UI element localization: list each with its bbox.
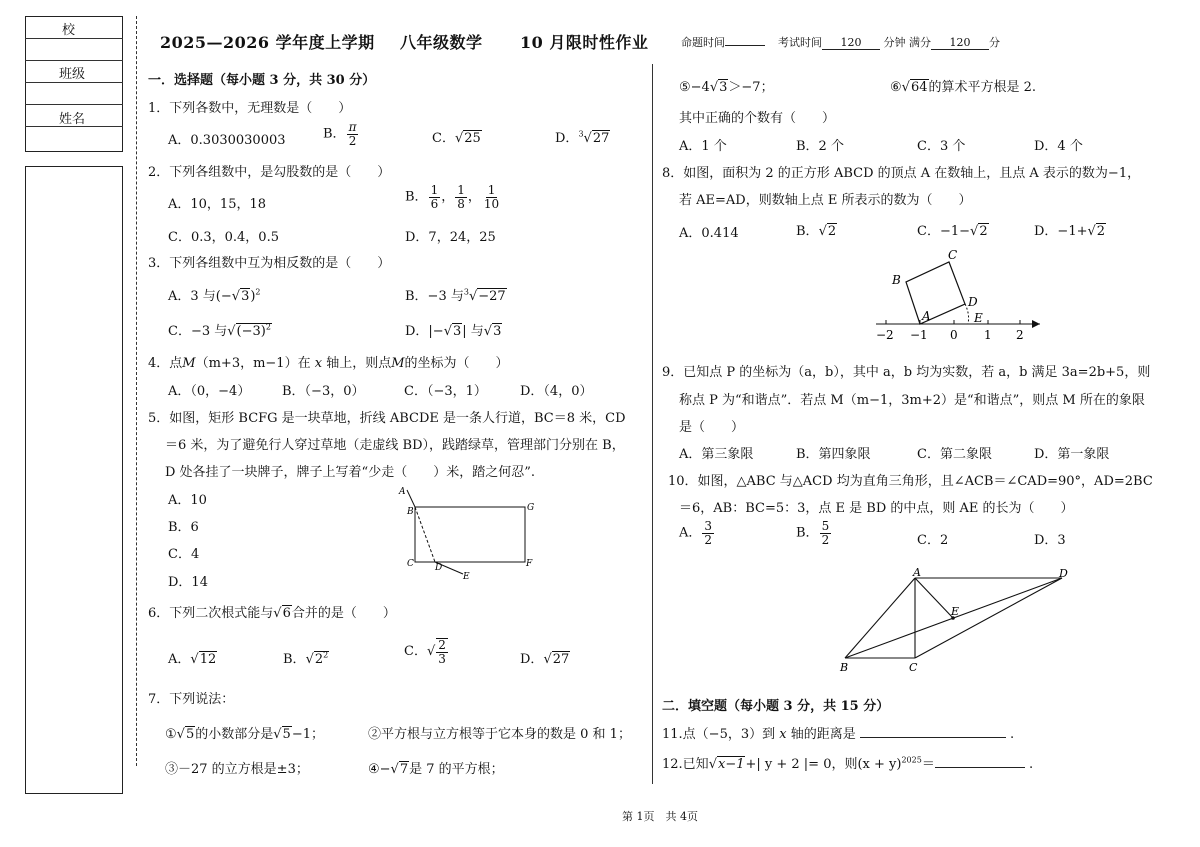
q3-option-c: C．−3 与$√(-3)^2$ (168, 322, 271, 339)
q4-option-b: B．（−3，0） (282, 384, 365, 399)
q7-statement-1: ①√5的小数部分是√5−1； (165, 727, 324, 742)
q4-stem: 4．点M（m+3，m−1）在 x 轴上，则点M的坐标为（ ） (148, 356, 509, 371)
svg-text:1: 1 (984, 328, 992, 342)
svg-text:G: G (527, 503, 535, 513)
svg-text:A: A (922, 309, 931, 323)
label-school: 校 (62, 23, 76, 38)
q7-stem: 7．下列说法： (148, 692, 235, 707)
q7-option-d: D．4 个 (1034, 139, 1083, 154)
q8-option-a: A．0.414 (679, 226, 739, 241)
q5-line3: D 处各挂了一块牌子，牌子上写着“少走（ ）米，踏之何忍”. (165, 465, 535, 480)
q1-option-b: B． $\frac{\pi}{2}$ (323, 120, 357, 148)
svg-text:B: B (840, 661, 849, 674)
q8-line2: 若 AE=AD，则数轴上点 E 所表示的数为（ ） (679, 193, 972, 208)
q11-answer-blank[interactable] (860, 737, 1006, 738)
q9-line2: 称点 P 为“和谐点”．若点 M（m−1，3m+2）是“和谐点”，则点 M 所在的象限 (679, 393, 1145, 408)
dashed-bd (415, 507, 435, 562)
q5-option-a: A．10 (168, 493, 207, 508)
q3-option-a: A．3 与$(-√3)^2$ (168, 287, 261, 304)
q2-option-a: A．10，15，18 (168, 197, 267, 212)
meta-exam-time: 考试时间 120 分钟 满分 120 分 (778, 36, 1000, 49)
q4-option-d: D．（4，0） (520, 384, 593, 399)
q6-option-d: D．√27 (520, 652, 570, 667)
q2-option-b: B． $\frac{1}{6}$ ， $\frac{1}{8}$ ， $\frac{1}{10}$ (405, 183, 500, 211)
q5-line2: ＝6 米，为了避免行人穿过草地（走虚线 BD），践踏绿草，管理部门分别在 B， (165, 438, 625, 453)
q11: 11.点（−5，3）到 x 轴的距离是 . (662, 727, 1015, 742)
svg-text:B: B (892, 273, 901, 287)
q1-option-a: A．0.3030030003 (168, 133, 286, 148)
q3-option-d: D．|−√3| 与√3 (405, 324, 502, 339)
q10-line1: 10．如图，△ABC 与△ACD 均为直角三角形，且∠ACB＝∠CAD=90°，AD=2BC (668, 474, 1153, 489)
q7-option-a: A．1 个 (679, 139, 727, 154)
section2-heading: 二．填空题（每小题 3 分，共 15 分） (662, 699, 890, 714)
q10-option-a: A． $\frac{3}{2}$ (679, 519, 713, 547)
q2-option-d: D．7，24，25 (405, 230, 496, 245)
svg-text:C: C (407, 559, 414, 569)
svg-text:C: C (948, 248, 958, 262)
path-ab (407, 490, 415, 507)
q4-option-c: C．（−3，1） (404, 384, 487, 399)
svg-text:E: E (974, 311, 983, 325)
q2-option-c: C．0.3，0.4，0.5 (168, 230, 279, 245)
q1-stem: 1．下列各数中，无理数是（ ） (148, 101, 352, 116)
svg-text:A: A (399, 487, 406, 497)
q12: 12.已知√x−1+| y + 2 |= 0，则$(x + y)^{2025}=$ . (662, 755, 1034, 772)
svg-text:E: E (951, 605, 960, 618)
q10-option-b: B． $\frac{5}{2}$ (796, 519, 830, 547)
q5-option-c: C．4 (168, 547, 200, 562)
q9-line3: 是（ ） (679, 420, 745, 435)
name-field[interactable] (27, 128, 119, 146)
q5-figure (395, 482, 545, 582)
column-divider (652, 64, 653, 784)
q7-option-b: B．2 个 (796, 139, 844, 154)
q8-option-d: D．−1+√2 (1034, 224, 1106, 239)
q4-option-a: A．（0，−4） (168, 384, 251, 399)
q6-option-b: B．$√2^2$ (283, 650, 329, 667)
q10-option-c: C．2 (917, 533, 949, 548)
q10-option-d: D．3 (1034, 533, 1066, 548)
svg-text:F: F (526, 559, 533, 569)
q8-option-c: C．−1−√2 (917, 224, 988, 239)
score-box (25, 166, 123, 794)
q7-statement-3: ③－27 的立方根是±3； (165, 762, 309, 777)
svg-text:D: D (435, 563, 443, 573)
svg-text:E: E (463, 572, 470, 582)
q7-statement-6: ⑥√64的算术平方根是 2. (890, 80, 1037, 95)
school-field[interactable] (27, 40, 119, 58)
label-class: 班级 (59, 67, 86, 82)
q5-option-b: B．6 (168, 520, 199, 535)
q8-option-b: B．√2 (796, 224, 837, 239)
q8-figure (870, 246, 1050, 346)
page-footer: 第 1页 共 4页 (622, 810, 698, 823)
q6-option-c: C．√ $\frac{2}{3}$ (404, 638, 446, 666)
meta-proposition: 命题时间 (681, 34, 765, 50)
square-abcd (906, 262, 965, 324)
q9-option-c: C．第二象限 (917, 447, 992, 462)
svg-text:D: D (1059, 567, 1068, 580)
q7-statement-5: ⑤−4√3＞−7； (679, 80, 774, 95)
q1-option-d: D．$^3$√27 (555, 129, 610, 146)
svg-text:B: B (407, 507, 414, 517)
q9-option-a: A．第三象限 (679, 447, 754, 462)
label-name: 姓名 (59, 112, 86, 127)
q7-question: 其中正确的个数有（ ） (679, 111, 836, 126)
q12-answer-blank[interactable] (935, 767, 1025, 768)
q3-option-b: B．−3 与$^3$√−27 (405, 287, 506, 304)
q3-stem: 3．下列各组数中互为相反数的是（ ） (148, 256, 391, 271)
svg-text:−1: −1 (910, 328, 928, 342)
binding-dashed-line (136, 16, 137, 766)
q8-line1: 8．如图，面积为 2 的正方形 ABCD 的顶点 A 在数轴上，且点 A 表示的数为−1， (662, 166, 1141, 181)
title-grade: 八年级数学 (400, 33, 483, 52)
q10-line2: ＝6，AB：BC=5：3，点 E 是 BD 的中点，则 AE 的长为（ ） (679, 501, 1074, 516)
q9-line1: 9．已知点 P 的坐标为（a，b），其中 a，b 均为实数，若 a，b 满足 3a=2b+5，则 (662, 365, 1151, 380)
q5-option-d: D．14 (168, 575, 208, 590)
svg-text:D: D (968, 295, 978, 309)
svg-text:C: C (909, 661, 918, 674)
title-year: 2025—2026 学年度上学期 (160, 33, 375, 52)
q7-statement-4: ④−√7是 7 的平方根； (368, 762, 504, 777)
title-exam: 10 月限时性作业 (520, 33, 649, 52)
section1-heading: 一．选择题（每小题 3 分，共 30 分） (148, 73, 376, 88)
q7-statement-2: ②平方根与立方根等于它本身的数是 0 和 1； (368, 727, 631, 742)
q6-stem: 6．下列二次根式能与√6合并的是（ ） (148, 606, 396, 621)
q10-figure (835, 566, 1075, 676)
svg-text:−2: −2 (876, 328, 894, 342)
q6-option-a: A．√12 (168, 652, 217, 667)
q9-option-b: B．第四象限 (796, 447, 871, 462)
proposition-blank[interactable] (725, 45, 765, 46)
svg-text:0: 0 (950, 328, 958, 342)
q5-line1: 5．如图，矩形 BCFG 是一块草地，折线 ABCDE 是一条人行道，BC＝8 米，CD (148, 411, 626, 426)
q9-option-d: D．第一象限 (1034, 447, 1110, 462)
q7-option-c: C．3 个 (917, 139, 966, 154)
q1-option-c: C．√25 (432, 131, 481, 146)
svg-text:2: 2 (1016, 328, 1024, 342)
q2-stem: 2．下列各组数中，是勾股数的是（ ） (148, 165, 391, 180)
svg-text:A: A (913, 566, 921, 579)
class-field[interactable] (27, 84, 119, 102)
rect-bcfg (415, 507, 525, 562)
